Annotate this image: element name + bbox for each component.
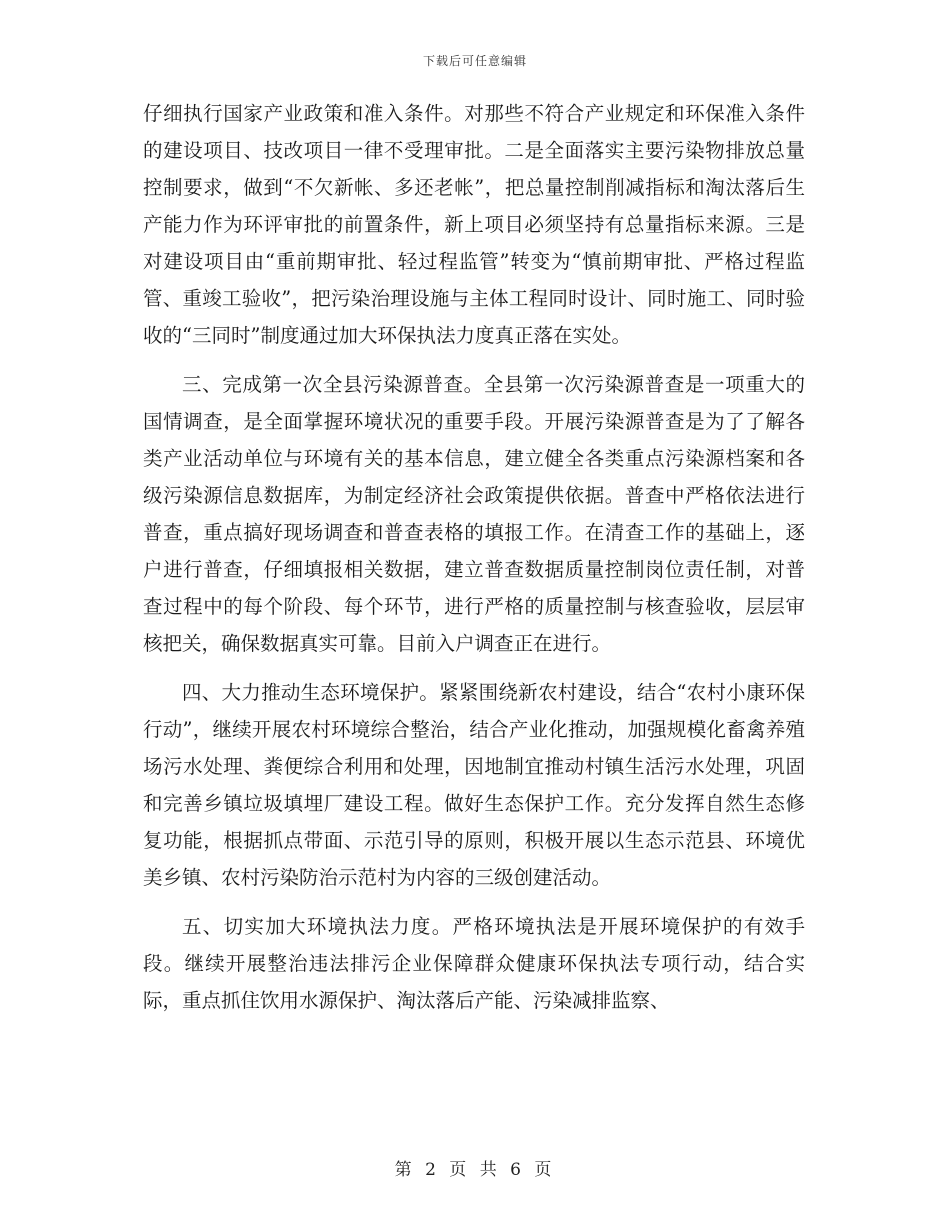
paragraph-3: 四、大力推动生态环境保护。紧紧围绕新农村建设，结合“农村小康环保行动”，继续开展农村环境综合整治，结合产业化推动，加强规模化畜禽养殖场污水处理、粪便综合利用和处理，因地制宜推动村镇生活污水处理，巩固和完善乡镇垃圾填埋厂建设工程。做好生态保护工作。充分发挥自然生态修复功能，根据抓点带面、示范引导的原则，积极开展以生态示范县、环境优美乡镇、农村污染防治示范村为内容的三级创建活动。 [143,681,805,889]
page-header: 下载后可任意编辑 [422,54,527,68]
document-body [143,95,805,1031]
paragraph-1: 仔细执行国家产业政策和准入条件。对那些不符合产业规定和环保准入条件的建设项目、技改项目一律不受理审批。二是全面落实主要污染物排放总量控制要求，做到“不欠新帐、多还老帐”，把总量控制削减指标和淘汰落后生产能力作为环评审批的前置条件，新上项目必须坚持有总量指标来源。三是对建设项目由“重前期审批、轻过程监管”转变为“慎前期审批、严格过程监管、重竣工验收”，把污染治理设施与主体工程同时设计、同时施工、同时验收的“三同时”制度通过加大环保执法力度真正落在实处。 [143,102,805,347]
paragraph-4: 五、切实加大环境执法力度。严格环境执法是开展环境保护的有效手段。继续开展整治违法排污企业保障群众健康环保执法专项行动，结合实际，重点抓住饮用水源保护、淘汰落后产能、污染减排监察、 [143,915,805,1012]
paragraph-2: 三、完成第一次全县污染源普查。全县第一次污染源普查是一项重大的国情调查，是全面掌握环境状况的重要手段。开展污染源普查是为了了解各类产业活动单位与环境有关的基本信息，建立健全各类重点污染源档案和各级污染源信息数据库，为制定经济社会政策提供依据。普查中严格依法进行普查，重点搞好现场调查和普查表格的填报工作。在清查工作的基础上，逐户进行普查，仔细填报相关数据，建立普查数据质量控制岗位责任制，对普查过程中的每个阶段、每个环节，进行严格的质量控制与核查验收，层层审核把关，确保数据真实可靠。目前入户调查正在进行。 [143,373,805,655]
page-number-footer: 第 2 页 共 6 页 [394,1160,556,1180]
